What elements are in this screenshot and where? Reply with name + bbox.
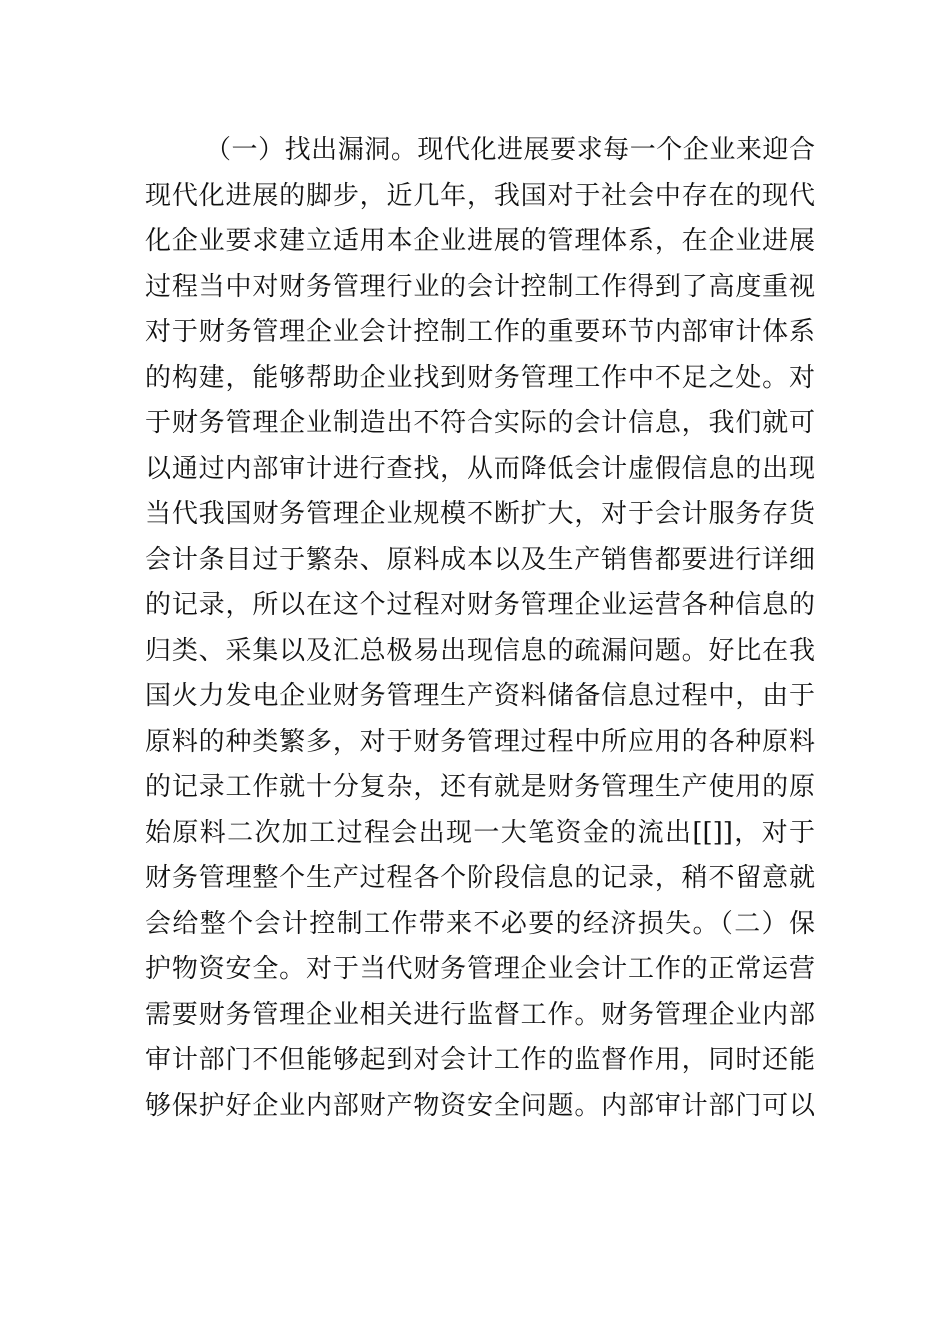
text-line: 会给整个会计控制工作带来不必要的经济损失。（二）保 (145, 908, 815, 939)
text-line: 够保护好企业内部财产物资安全问题。内部审计部门可以 (145, 1090, 815, 1121)
text-line: 的构建，能够帮助企业找到财务管理工作中不足之处。对 (145, 362, 815, 393)
text-line: 会计条目过于繁杂、原料成本以及生产销售都要进行详细 (145, 544, 815, 575)
text-line: （一）找出漏洞。现代化进展要求每一个企业来迎合 (205, 135, 815, 165)
text-line: 财务管理整个生产过程各个阶段信息的记录，稍不留意就 (145, 863, 815, 893)
text-line: 当代我国财务管理企业规模不断扩大，对于会计服务存货 (145, 499, 815, 529)
body-paragraph (145, 128, 815, 1129)
text-line: 国火力发电企业财务管理生产资料储备信息过程中，由于 (145, 681, 815, 711)
text-line: 需要财务管理企业相关进行监督工作。财务管理企业内部 (145, 999, 815, 1030)
text-line: 归类、采集以及汇总极易出现信息的疏漏问题。好比在我 (145, 635, 815, 666)
text-line: 于财务管理企业制造出不符合实际的会计信息，我们就可 (145, 408, 815, 438)
text-line: 护物资安全。对于当代财务管理企业会计工作的正常运营 (145, 954, 815, 984)
text-line: 对于财务管理企业会计控制工作的重要环节内部审计体系 (145, 317, 815, 347)
text-line: 的记录，所以在这个过程对财务管理企业运营各种信息的 (145, 590, 815, 620)
text-line: 的记录工作就十分复杂，还有就是财务管理生产使用的原 (145, 772, 815, 802)
text-line: 以通过内部审计进行查找，从而降低会计虚假信息的出现 (145, 453, 815, 484)
text-line: 始原料二次加工过程会出现一大笔资金的流出[[]]，对于 (145, 817, 815, 848)
text-line: 过程当中对财务管理行业的会计控制工作得到了高度重视 (145, 271, 815, 302)
text-line: 化企业要求建立适用本企业进展的管理体系，在企业进展 (145, 226, 815, 256)
text-line: 审计部门不但能够起到对会计工作的监督作用，同时还能 (145, 1045, 815, 1075)
text-line: 现代化进展的脚步，近几年，我国对于社会中存在的现代 (145, 180, 815, 211)
text-line: 原料的种类繁多，对于财务管理过程中所应用的各种原料 (145, 726, 815, 757)
